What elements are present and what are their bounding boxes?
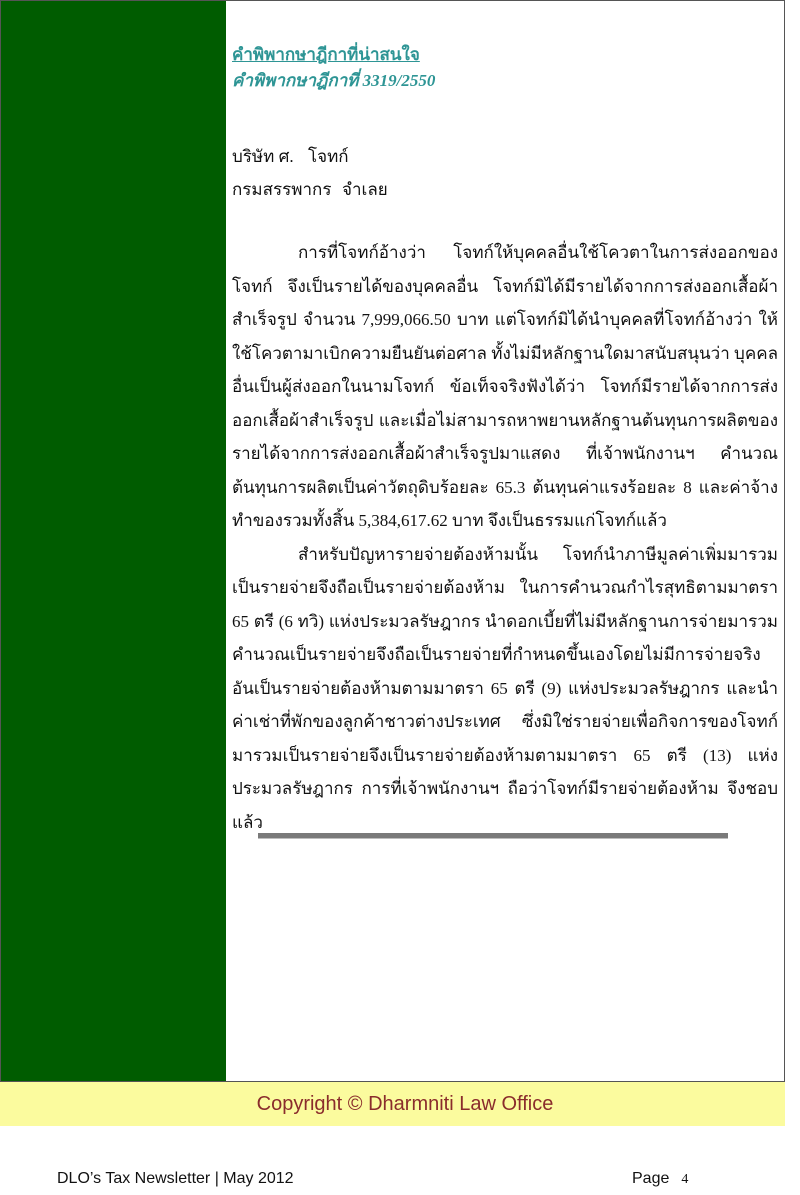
- case-number: คำพิพากษาฎีกาที่ 3319/2550: [232, 71, 436, 90]
- newsletter-footer: DLO’s Tax Newsletter | May 2012: [57, 1170, 294, 1187]
- paragraph-2: สำหรับปัญหารายจ่ายต้องห้ามนั้น โจทก์นำภาษีมูลค่าเพิ่มมารวมเป็นรายจ่ายจึงถือเป็นรายจ่ายต้องห้าม ในการคำนวณกำไรสุทธิตามมาตรา 65 ตรี (6 ทวิ) แห่งประมวลรัษฎากร นำดอกเบี้ยที่ไม่มีหลักฐานการจ่ายมารวมคำนวณเป็นรายจ่ายจึงถือเป็นรายจ่ายที่กำหนดขึ้นเองโดยไม่มีการจ่ายจริง อันเป็นรายจ่ายต้องห้ามตามมาตรา 65 ตรี (9) แห่งประมวลรัษฎากร และนำค่าเช่าที่พักของลูกค้าชาวต่างประเทศ ซึ่งมิใช่รายจ่ายเพื่อกิจการของโจทก์ มารวมเป็นรายจ่ายจึงเป็นรายจ่ายต้องห้ามตามมาตรา 65 ตรี (13) แห่งประมวลรัษฎากร การที่เจ้าพนักงานฯ ถือว่าโจทก์มีรายจ่ายต้องห้าม จึงชอบแล้ว: [232, 544, 778, 832]
- page-label: Page: [632, 1170, 670, 1187]
- defendant-name: กรมสรรพากร: [232, 180, 332, 199]
- copyright-label: Copyright: [256, 1093, 343, 1115]
- article-heading: คำพิพากษาฎีกาที่น่าสนใจ: [232, 45, 420, 64]
- paragraph-1: การที่โจทก์อ้างว่า โจทก์ให้บุคคลอื่นใช้โควตาในการส่งออกของโจทก์ จึงเป็นรายได้ของบุคคลอื่น โจทก์มิได้มีรายได้จากการส่งออกเสื้อผ้าสำเร็จรูป จำนวน 7,999,066.50 บาท แต่โจทก์มิได้นำบุคคลที่โจทก์อ้างว่า ให้ใช้โควตามาเบิกความยืนยันต่อศาล ทั้งไม่มีหลักฐานใดมาสนับสนุนว่า บุคคลอื่นเป็นผู้ส่งออกในนามโจทก์ ข้อเท็จจริงฟังได้ว่า โจทก์มีรายได้จากการส่งออกเสื้อผ้าสำเร็จรูป และเมื่อไม่สามารถหาพยานหลักฐานต้นทุนการผลิตของรายได้จากการส่งออกเสื้อผ้าสำเร็จรูปมาแสดง ที่เจ้าพนักงานฯ คำนวณต้นทุนการผลิตเป็นค่าวัตถุดิบร้อยละ 65.3 ต้นทุนค่าแรงร้อยละ 8 และค่าจ้างทำของรวมทั้งสิ้น 5,384,617.62 บาท จึงเป็นธรรมแก่โจทก์แล้ว: [232, 243, 778, 530]
- copyright-owner: Dharmniti Law Office: [368, 1093, 554, 1115]
- copyright-symbol: ©: [347, 1093, 363, 1115]
- page-number: 4: [681, 1172, 689, 1187]
- article-body: [232, 42, 778, 839]
- divider-rule: [258, 833, 728, 839]
- party-defendant: [232, 173, 778, 206]
- plaintiff-role: โจทก์: [308, 147, 349, 166]
- plaintiff-name: บริษัท ศ.: [232, 147, 294, 166]
- defendant-role: จำเลย: [342, 180, 388, 199]
- green-sidebar: [1, 1, 226, 1081]
- party-plaintiff: [232, 140, 778, 173]
- page-footer: [632, 1170, 688, 1188]
- copyright-notice: [0, 1093, 800, 1116]
- parties-list: [232, 140, 778, 206]
